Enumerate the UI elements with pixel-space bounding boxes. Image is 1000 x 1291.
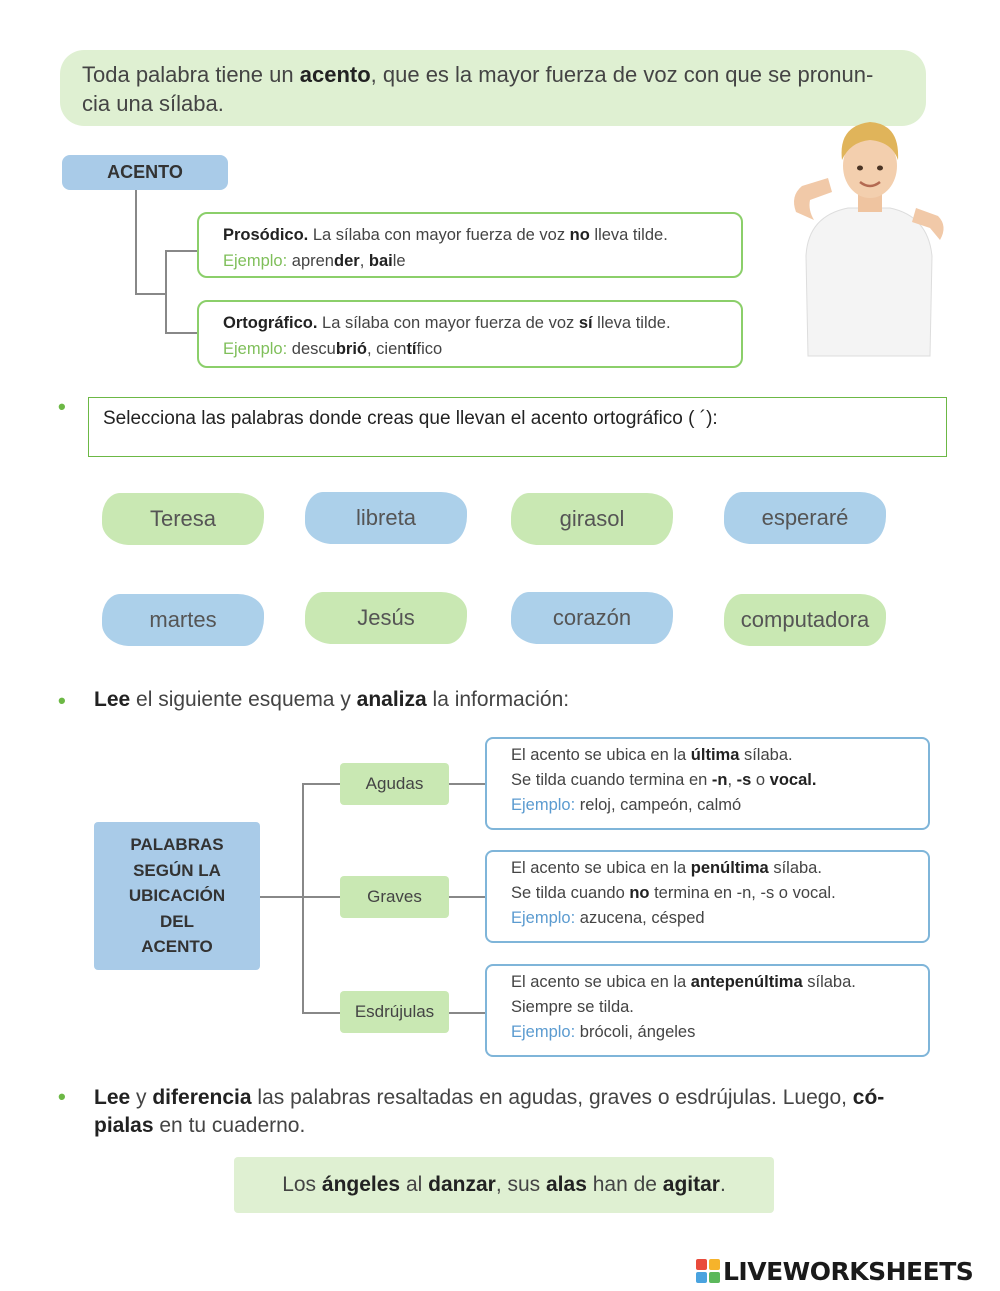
example-text: fico: [416, 340, 443, 358]
connector-line: [165, 250, 197, 252]
info-text: ,: [727, 771, 737, 789]
intro-text: Toda palabra tiene un: [82, 62, 300, 87]
connector-line: [260, 896, 303, 898]
sentence-highlight: alas: [546, 1173, 587, 1196]
connector-line: [135, 190, 137, 294]
connector-line: [302, 1012, 340, 1014]
word-option[interactable]: martes: [102, 594, 264, 646]
heading-text: el siguiente esquema y: [130, 688, 357, 711]
prosodico-box: [197, 212, 743, 278]
def-text: lleva tilde.: [592, 314, 671, 332]
example-text: brócoli, ángeles: [575, 1023, 696, 1041]
esdrujulas-info-box: [485, 964, 930, 1057]
sentence-highlight: agitar: [662, 1173, 720, 1196]
heading-bold: có-: [852, 1086, 885, 1109]
word-option[interactable]: libreta: [305, 492, 467, 544]
info-text: termina en -n, -s o vocal.: [649, 884, 836, 902]
connector-line: [302, 896, 340, 898]
palabras-tag-line: ACENTO: [141, 937, 213, 957]
example-text: reloj, campeón, calmó: [575, 796, 742, 814]
logo-text: LIVEWORKSHEETS: [723, 1256, 974, 1286]
sentence-text: han de: [586, 1173, 663, 1196]
info-bold: penúltima: [690, 859, 769, 877]
category-graves: Graves: [340, 876, 449, 918]
connector-line: [135, 293, 166, 295]
sentence-text: .: [719, 1173, 726, 1196]
heading-text: y: [130, 1086, 153, 1109]
instruction-box: Selecciona las palabras donde creas que llevan el acento ortográfico ( ´):: [88, 397, 947, 457]
connector-line: [449, 896, 485, 898]
palabras-tag: [94, 822, 260, 970]
def-text: La sílaba con mayor fuerza de voz: [317, 314, 579, 332]
word-option[interactable]: girasol: [511, 493, 673, 545]
example-text: le: [392, 252, 406, 270]
heading-text: en tu cuaderno.: [153, 1114, 306, 1137]
info-bold: antepenúltima: [690, 973, 803, 991]
example-bold: der: [334, 252, 360, 270]
sentence-text: al: [400, 1173, 429, 1196]
example-label: Ejemplo:: [511, 909, 576, 927]
bullet-point: •: [58, 1084, 66, 1109]
bullet-point: •: [58, 394, 66, 419]
example-label: Ejemplo:: [511, 1023, 576, 1041]
info-text: sílaba.: [768, 859, 822, 877]
word-option[interactable]: esperaré: [724, 492, 886, 544]
info-text: Se tilda cuando termina en: [511, 771, 712, 789]
sentence-highlight: ángeles: [321, 1173, 401, 1196]
def-bold: sí: [578, 314, 593, 332]
category-agudas: Agudas: [340, 763, 449, 805]
example-bold: brió: [335, 340, 367, 358]
example-text: azucena, césped: [575, 909, 705, 927]
ortografico-title: Ortográfico.: [223, 314, 318, 332]
def-bold: no: [569, 226, 590, 244]
palabras-tag-line: UBICACIÓN: [128, 886, 226, 906]
graves-info-box: [485, 850, 930, 943]
scheme-heading: [94, 688, 569, 712]
example-label: Ejemplo:: [223, 252, 288, 270]
info-bold: -s: [736, 771, 752, 789]
word-option[interactable]: corazón: [511, 592, 673, 644]
palabras-tag-line: SEGÚN LA: [133, 860, 221, 880]
info-text: sílaba.: [802, 973, 856, 991]
info-text: sílaba.: [739, 746, 793, 764]
info-text: El acento se ubica en la: [511, 859, 691, 877]
intro-text: cia una sílaba.: [82, 91, 224, 116]
example-label: Ejemplo:: [511, 796, 576, 814]
def-text: lleva tilde.: [589, 226, 668, 244]
heading-bold: Lee: [94, 1086, 131, 1109]
info-bold: no: [629, 884, 650, 902]
palabras-tag-line: DEL: [160, 911, 194, 931]
example-text: ,: [359, 252, 369, 270]
prosodico-title: Prosódico.: [223, 226, 309, 244]
category-esdrujulas: Esdrújulas: [340, 991, 449, 1033]
sentence-text: Los: [282, 1173, 322, 1196]
heading-bold: pialas: [94, 1114, 154, 1137]
liveworksheets-logo: [696, 1256, 996, 1286]
info-text: Se tilda cuando: [511, 884, 630, 902]
info-bold: -n: [711, 771, 728, 789]
intro-text: , que es la mayor fuerza de voz con que se pronun-: [370, 62, 874, 87]
example-text: descu: [287, 340, 336, 358]
heading-bold: Lee: [94, 688, 131, 711]
heading-text: las palabras resaltadas en agudas, graves o esdrújulas. Luego,: [251, 1086, 853, 1109]
agudas-info-box: [485, 737, 930, 830]
task-heading: [94, 1084, 939, 1140]
connector-line: [165, 250, 167, 333]
heading-bold: analiza: [356, 688, 427, 711]
connector-line: [449, 783, 485, 785]
example-label: Ejemplo:: [223, 340, 288, 358]
logo-icon: [696, 1259, 720, 1283]
example-text: , cien: [367, 340, 407, 358]
info-text: El acento se ubica en la: [511, 746, 691, 764]
info-text: o: [751, 771, 770, 789]
info-text: Siempre se tilda.: [511, 998, 634, 1016]
example-sentence: [234, 1157, 774, 1213]
word-option[interactable]: Jesús: [305, 592, 467, 644]
intro-banner: [60, 50, 926, 126]
palabras-tag-line: PALABRAS: [130, 835, 224, 855]
heading-bold: diferencia: [152, 1086, 252, 1109]
word-option[interactable]: Teresa: [102, 493, 264, 545]
connector-line: [449, 1012, 485, 1014]
sentence-text: , sus: [495, 1173, 546, 1196]
connector-line: [165, 332, 197, 334]
def-text: La sílaba con mayor fuerza de voz: [308, 226, 570, 244]
info-bold: última: [690, 746, 740, 764]
bullet-point: •: [58, 688, 66, 713]
example-bold: bai: [368, 252, 393, 270]
heading-text: la información:: [426, 688, 570, 711]
ortografico-box: [197, 300, 743, 368]
example-text: apren: [287, 252, 334, 270]
connector-line: [302, 783, 304, 1013]
acento-tag: ACENTO: [62, 155, 228, 190]
connector-line: [302, 783, 340, 785]
sentence-highlight: danzar: [428, 1173, 496, 1196]
example-bold: tí: [406, 340, 417, 358]
boy-illustration: [788, 116, 950, 366]
info-bold: vocal.: [769, 771, 817, 789]
info-text: El acento se ubica en la: [511, 973, 691, 991]
intro-bold-acento: acento: [299, 62, 371, 87]
word-option[interactable]: computadora: [724, 594, 886, 646]
